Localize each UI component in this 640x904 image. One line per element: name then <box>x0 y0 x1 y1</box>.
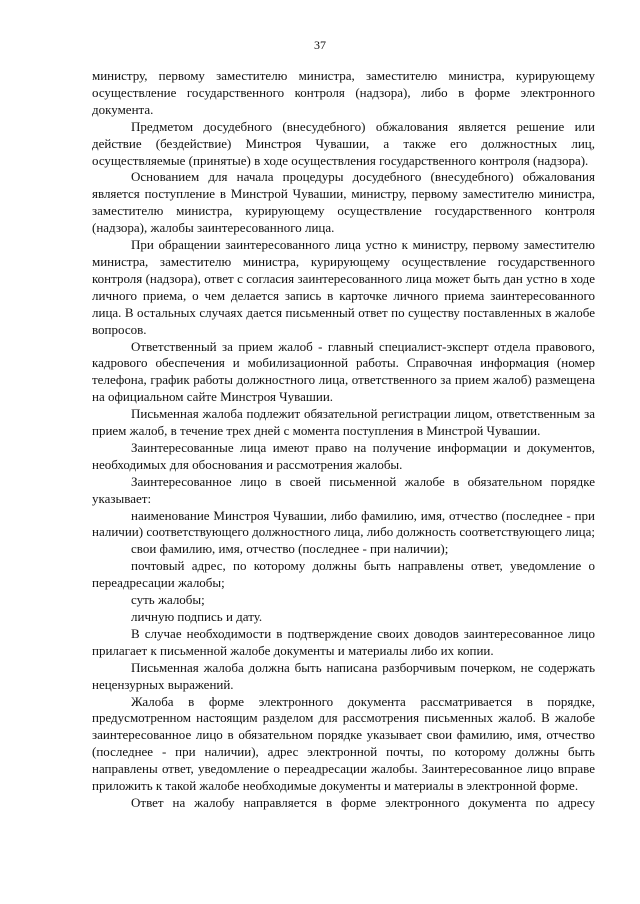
paragraph-subject-of-appeal: Предметом досудебного (внесудебного) обжалования является решение или действие (бездействие) Минстроя Чувашии, а также его должностных лиц, осуществляемые (принятые) в ходе осуществления государственного контроля (надзора). <box>92 118 595 168</box>
paragraph-electronic-complaint: Жалоба в форме электронного документа рассматривается в порядке, предусмотренном настоящим разделом для рассмотрения письменных жалоб. В жалобе заинтересованное лицо в обязательном порядке указывает свои фамилию, имя, отчество (последнее - при наличии), адрес электронной почты, по которому должны быть направлены ответ, уведомление о переадресации жалобы. Заинтересованное лицо вправе приложить к такой жалобе необходимые документы и материалы в электронной форме. <box>92 693 595 794</box>
paragraph-legibility: Письменная жалоба должна быть написана разборчивым почерком, не содержать нецензурных выражений. <box>92 659 595 692</box>
list-item-complaint-essence: суть жалобы; <box>131 592 205 608</box>
paragraph-right-to-information: Заинтересованные лица имеют право на получение информации и документов, необходимых для обоснования и рассмотрения жалобы. <box>92 439 595 472</box>
list-item-authority-name: наименование Минстроя Чувашии, либо фамилию, имя, отчество (последнее - при наличии) соответствующего должностного лица, либо должность соответствующего лица; <box>92 507 595 540</box>
paragraph-oral-appeal: При обращении заинтересованного лица устно к министру, первому заместителю министра, заместителю министра, курирующему осуществление государственного контроля (надзора), ответ с согласия заинтересованного лица может быть дан устно в ходе личного приема, о чем делается запись в карточке личного приема заинтересованного лица. В остальных случаях дается письменный ответ по существу поставленных в жалобе вопросов. <box>92 237 595 337</box>
paragraph-complaint-recipients: министру, первому заместителю министра, заместителю министра, курирующему осуществление государственного контроля (надзора), либо в форме электронного документа. <box>92 68 595 117</box>
body-text <box>92 68 595 812</box>
paragraph-electronic-reply: Ответ на жалобу направляется в форме электронного документа по адресу <box>131 794 595 810</box>
list-item-postal-address: почтовый адрес, по которому должны быть направлены ответ, уведомление о переадресации жалобы; <box>92 558 595 591</box>
list-item-full-name: свои фамилию, имя, отчество (последнее - при наличии); <box>131 541 449 557</box>
paragraph-mandatory-contents: Заинтересованное лицо в своей письменной жалобе в обязательном порядке указывает: <box>92 473 595 506</box>
paragraph-attachments: В случае необходимости в подтверждение своих доводов заинтересованное лицо прилагает к письменной жалобе документы и материалы либо их копии. <box>92 625 595 658</box>
paragraph-responsible-officer: Ответственный за прием жалоб - главный специалист-эксперт отдела правового, кадрового обеспечения и мобилизационной работы. Справочная информация (номер телефона, график работы должностного лица, ответственного за прием жалоб) размещена на официальном сайте Минстроя Чувашии. <box>92 338 595 405</box>
paragraph-grounds-for-appeal: Основанием для начала процедуры досудебного (внесудебного) обжалования является поступление в Минстрой Чувашии, министру, первому заместителю министра, заместителю министра, курирующему осуществление государственного контроля (надзора), жалобы заинтересованного лица. <box>92 169 595 236</box>
list-item-signature-date: личную подпись и дату. <box>131 609 263 624</box>
page-number: 37 <box>314 38 326 52</box>
paragraph-registration: Письменная жалоба подлежит обязательной регистрации лицом, ответственным за прием жалоб, в течение трех дней с момента поступления в Минстрой Чувашии. <box>92 406 595 439</box>
